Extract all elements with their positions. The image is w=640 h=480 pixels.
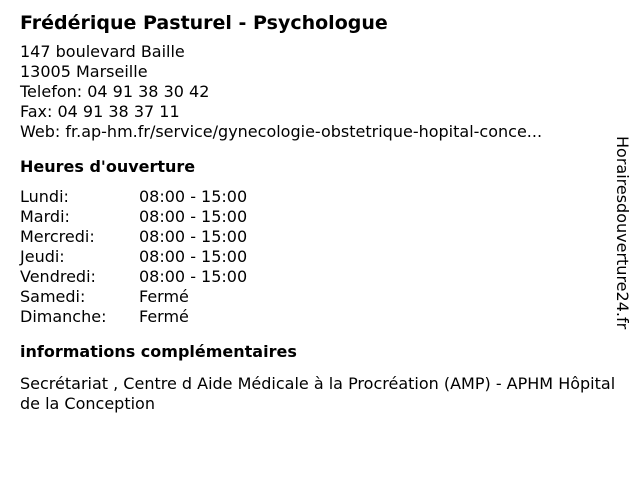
hours-row bbox=[20, 207, 610, 227]
additional-info-heading: informations complémentaires bbox=[20, 342, 297, 361]
street-address: 147 boulevard Baille bbox=[20, 42, 185, 61]
hours-row bbox=[20, 227, 610, 247]
hours-row bbox=[20, 287, 610, 307]
city-address: 13005 Marseille bbox=[20, 62, 148, 81]
hours-value: Fermé bbox=[139, 307, 189, 326]
business-card bbox=[20, 10, 616, 414]
address-block bbox=[20, 42, 610, 142]
day-label: Lundi: bbox=[20, 187, 69, 206]
hours-value: 08:00 - 15:00 bbox=[139, 187, 248, 206]
hours-row bbox=[20, 307, 610, 327]
day-label: Dimanche: bbox=[20, 307, 107, 326]
hours-value: 08:00 - 15:00 bbox=[139, 247, 248, 266]
day-label: Samedi: bbox=[20, 287, 86, 306]
day-label: Mercredi: bbox=[20, 227, 95, 246]
day-label: Mardi: bbox=[20, 207, 70, 226]
opening-hours-heading: Heures d'ouverture bbox=[20, 157, 196, 176]
page-title: Frédérique Pasturel - Psychologue bbox=[20, 12, 388, 34]
phone-number: Telefon: 04 91 38 30 42 bbox=[20, 82, 210, 101]
hours-value: 08:00 - 15:00 bbox=[139, 267, 248, 286]
fax-number: Fax: 04 91 38 37 11 bbox=[20, 102, 180, 121]
hours-value: Fermé bbox=[139, 287, 189, 306]
day-label: Jeudi: bbox=[20, 247, 65, 266]
site-name: Horairesdouverture24.fr bbox=[613, 136, 632, 330]
hours-value: 08:00 - 15:00 bbox=[139, 207, 248, 226]
opening-hours-table bbox=[20, 187, 610, 327]
site-watermark bbox=[612, 136, 632, 346]
hours-row bbox=[20, 247, 610, 267]
hours-row bbox=[20, 267, 610, 287]
website-link[interactable]: Web: fr.ap-hm.fr/service/gynecologie-obstetrique-hopital-conce... bbox=[20, 122, 543, 141]
additional-info-text: Secrétariat , Centre d Aide Médicale à la Procréation (AMP) - APHM Hôpital de la Conception bbox=[20, 374, 616, 413]
day-label: Vendredi: bbox=[20, 267, 96, 286]
hours-row bbox=[20, 187, 610, 207]
hours-value: 08:00 - 15:00 bbox=[139, 227, 248, 246]
